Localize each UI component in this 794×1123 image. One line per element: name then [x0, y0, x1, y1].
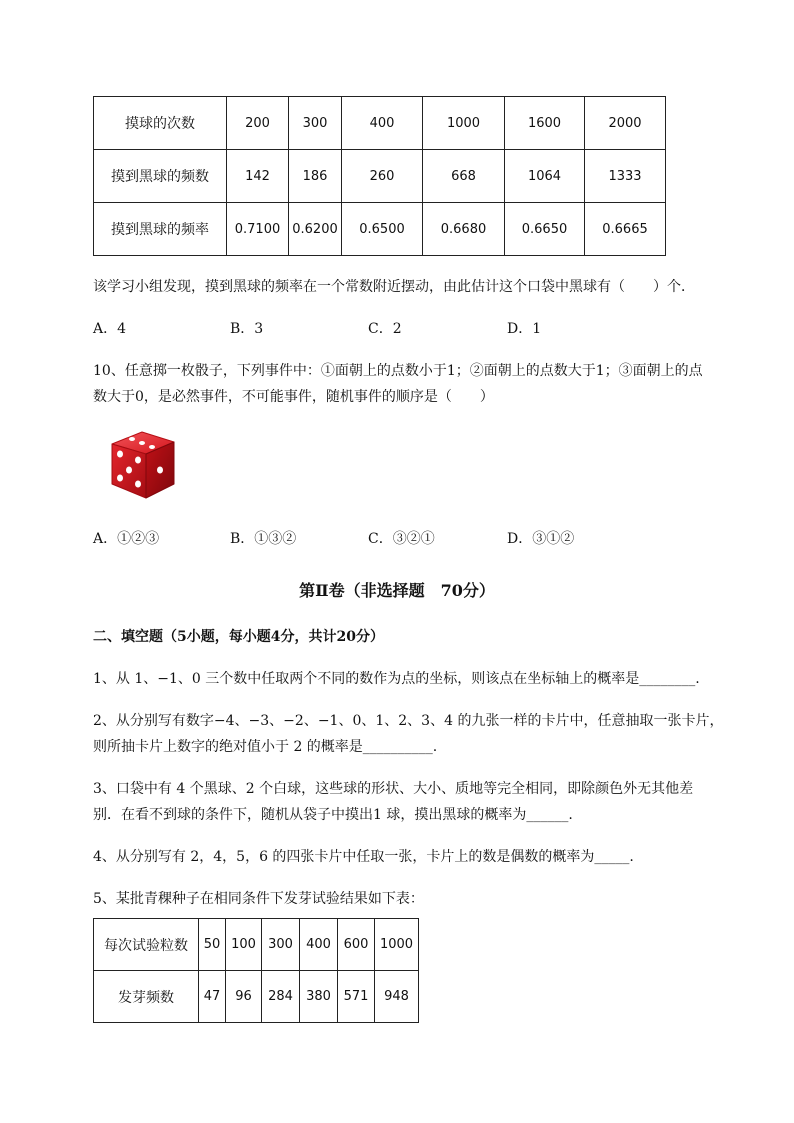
- table-cell: 571: [338, 971, 375, 1023]
- table-cell: 600: [338, 919, 375, 971]
- table-cell: 300: [262, 919, 300, 971]
- table-cell: 284: [262, 971, 300, 1023]
- table-cell: 0.6200: [289, 203, 342, 256]
- table-cell: 100: [226, 919, 262, 971]
- dice-icon: [104, 428, 180, 504]
- fill-question-3-line1: 3、口袋中有 4 个黑球、2 个白球，这些球的形状、大小、质地等完全相同，即除颜色外无其他差: [93, 781, 694, 797]
- fill-question-5: 5、某批青稞种子在相同条件下发芽试验结果如下表：: [93, 891, 424, 907]
- table-cell: 200: [227, 97, 289, 150]
- row-header: 摸球的次数: [94, 97, 227, 150]
- option-a: A．4: [93, 321, 127, 337]
- table-cell: 380: [300, 971, 338, 1023]
- table-cell: 400: [300, 919, 338, 971]
- table-cell: 1600: [505, 97, 585, 150]
- table-row: [94, 919, 419, 971]
- option-a: A．①②③: [93, 531, 160, 547]
- fill-question-1: 1、从 1、−1、0 三个数中任取两个不同的数作为点的坐标，则该点在坐标轴上的概率是________.: [93, 671, 700, 687]
- table-cell: 260: [342, 150, 423, 203]
- option-b: B．3: [230, 321, 264, 337]
- table-cell: 0.6680: [423, 203, 505, 256]
- row-header: 发芽频数: [94, 971, 199, 1023]
- table-row: [94, 150, 666, 203]
- section-title: 第Ⅱ卷（非选择题 70分）: [299, 581, 495, 600]
- question-9-text: 该学习小组发现，摸到黑球的频率在一个常数附近摆动，由此估计这个口袋中黑球有（ ）个．: [93, 279, 695, 295]
- ball-drawing-table: [93, 96, 666, 256]
- table-cell: 1064: [505, 150, 585, 203]
- row-header: 每次试验粒数: [94, 919, 199, 971]
- fill-question-2-line2: 则所抽卡片上数字的绝对值小于 2 的概率是__________.: [93, 739, 438, 755]
- table-cell: 2000: [585, 97, 666, 150]
- option-c: C．③②①: [368, 531, 435, 547]
- row-header: 摸到黑球的频率: [94, 203, 227, 256]
- table-row: [94, 97, 666, 150]
- table-cell: 300: [289, 97, 342, 150]
- option-d: D．③①②: [507, 531, 575, 547]
- question-10-line2: 数大于0，是必然事件，不可能事件，随机事件的顺序是（ ）: [93, 389, 494, 405]
- table-cell: 1000: [423, 97, 505, 150]
- table-cell: 0.7100: [227, 203, 289, 256]
- table-cell: 142: [227, 150, 289, 203]
- table-cell: 668: [423, 150, 505, 203]
- table-cell: 186: [289, 150, 342, 203]
- table-cell: 47: [199, 971, 226, 1023]
- table-row: [94, 971, 419, 1023]
- table-cell: 0.6665: [585, 203, 666, 256]
- fill-question-2-line1: 2、从分别写有数字−4、−3、−2、−1、0、1、2、3、4 的九张一样的卡片中，任意抽取一张卡片，: [93, 713, 724, 729]
- section-heading: 二、填空题（5小题，每小题4分，共计20分）: [93, 629, 384, 645]
- table-cell: 0.6650: [505, 203, 585, 256]
- germination-table: [93, 918, 419, 1023]
- option-d: D．1: [507, 321, 542, 337]
- table-cell: 1333: [585, 150, 666, 203]
- table-cell: 400: [342, 97, 423, 150]
- table-cell: 96: [226, 971, 262, 1023]
- table-cell: 1000: [375, 919, 419, 971]
- fill-question-4: 4、从分别写有 2，4，5，6 的四张卡片中任取一张，卡片上的数是偶数的概率为_____.: [93, 849, 634, 865]
- table-row: [94, 203, 666, 256]
- table-cell: 50: [199, 919, 226, 971]
- table-cell: 0.6500: [342, 203, 423, 256]
- fill-question-3-line2: 别．在看不到球的条件下，随机从袋子中摸出1 球，摸出黑球的概率为______.: [93, 807, 573, 823]
- option-c: C．2: [368, 321, 402, 337]
- question-10-line1: 10、任意掷一枚骰子，下列事件中：①面朝上的点数小于1；②面朝上的点数大于1；③面朝上的点: [93, 363, 703, 379]
- table-cell: 948: [375, 971, 419, 1023]
- row-header: 摸到黑球的频数: [94, 150, 227, 203]
- option-b: B．①③②: [230, 531, 297, 547]
